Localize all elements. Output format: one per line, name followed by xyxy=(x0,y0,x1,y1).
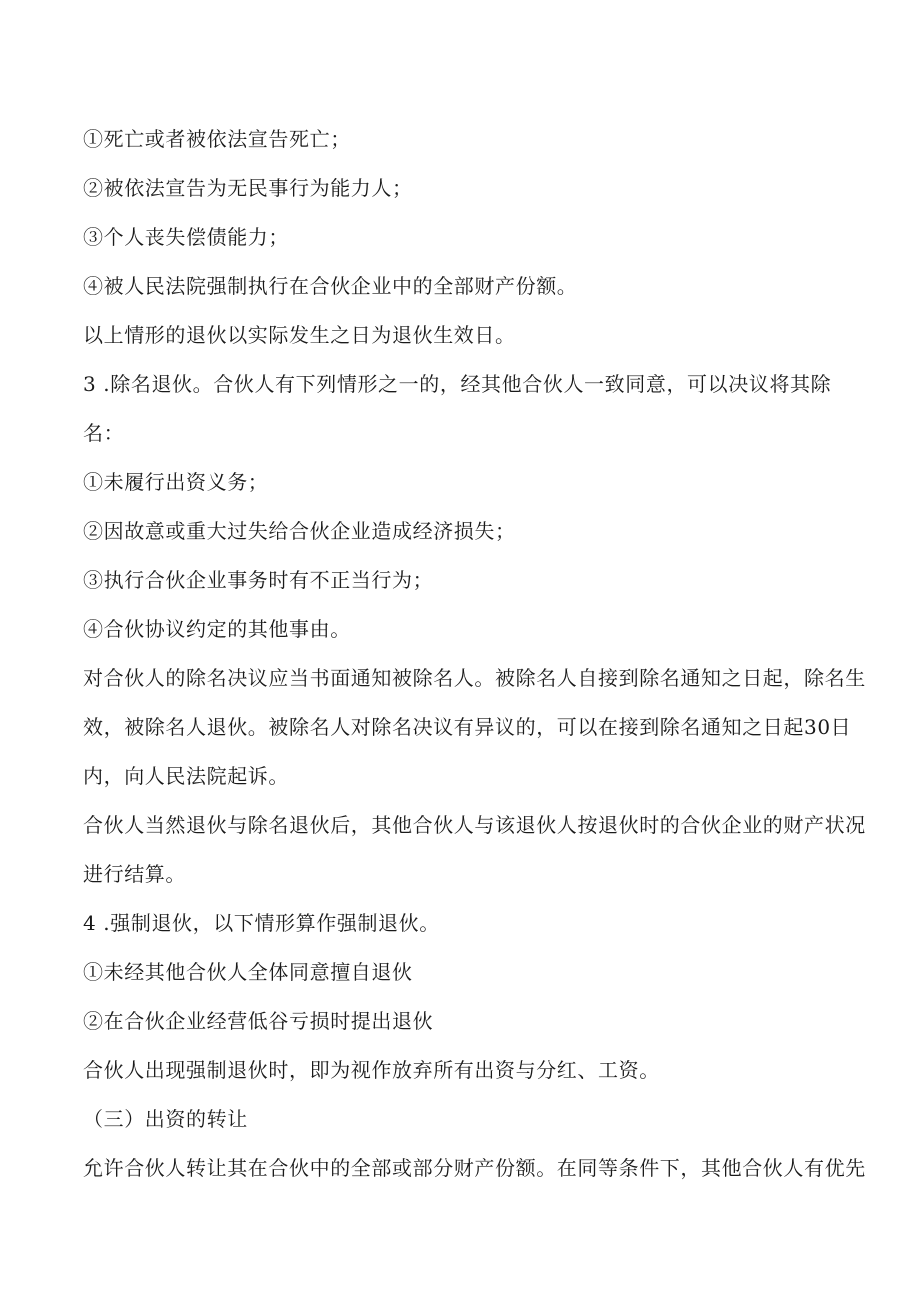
list-item-improper-conduct: ③执行合伙企业事务时有不正当行为； xyxy=(83,568,434,592)
paragraph-expulsion-notice-2: 效，被除名人退伙。被除名人对除名决议有异议的，可以在接到除名通知之日起30日 xyxy=(83,715,852,739)
paragraph-settlement-2: 进行结算。 xyxy=(83,862,186,886)
section-heading-transfer: （三）出资的转让 xyxy=(83,1107,248,1131)
list-item-death: ①死亡或者被依法宣告死亡； xyxy=(83,127,351,151)
list-item-other-reasons: ④合伙协议约定的其他事由。 xyxy=(83,617,351,641)
paragraph-transfer: 允许合伙人转让其在合伙中的全部或部分财产份额。在同等条件下，其他合伙人有优先 xyxy=(83,1156,866,1180)
section-heading-forced-withdrawal: 4 .强制退伙，以下情形算作强制退伙。 xyxy=(83,911,440,935)
list-item-unauthorized-withdrawal: ①未经其他合伙人全体同意擅自退伙 xyxy=(83,960,413,984)
list-item-incapacity: ②被依法宣告为无民事行为能力人； xyxy=(83,176,413,200)
list-item-economic-loss: ②因故意或重大过失给合伙企业造成经济损失； xyxy=(83,519,516,543)
list-item-loss-withdrawal: ②在合伙企业经营低谷亏损时提出退伙 xyxy=(83,1009,434,1033)
section-heading-expulsion: 3 .除名退伙。合伙人有下列情形之一的，经其他合伙人一致同意，可以决议将其除 xyxy=(83,372,832,396)
list-item-unpaid-capital: ①未履行出资义务； xyxy=(83,470,269,494)
paragraph-settlement-1: 合伙人当然退伙与除名退伙后，其他合伙人与该退伙人按退伙时的合伙企业的财产状况 xyxy=(83,813,866,837)
list-item-enforcement: ④被人民法院强制执行在合伙企业中的全部财产份额。 xyxy=(83,274,578,298)
section-heading-expulsion-cont: 名： xyxy=(83,421,125,445)
paragraph-expulsion-notice-1: 对合伙人的除名决议应当书面通知被除名人。被除名人自接到除名通知之日起，除名生 xyxy=(83,666,866,690)
list-item-insolvency: ③个人丧失偿债能力； xyxy=(83,225,289,249)
paragraph-forfeiture: 合伙人出现强制退伙时，即为视作放弃所有出资与分红、工资。 xyxy=(83,1058,660,1082)
paragraph-expulsion-notice-3: 内，向人民法院起诉。 xyxy=(83,764,289,788)
paragraph-effective-date: 以上情形的退伙以实际发生之日为退伙生效日。 xyxy=(83,323,516,347)
